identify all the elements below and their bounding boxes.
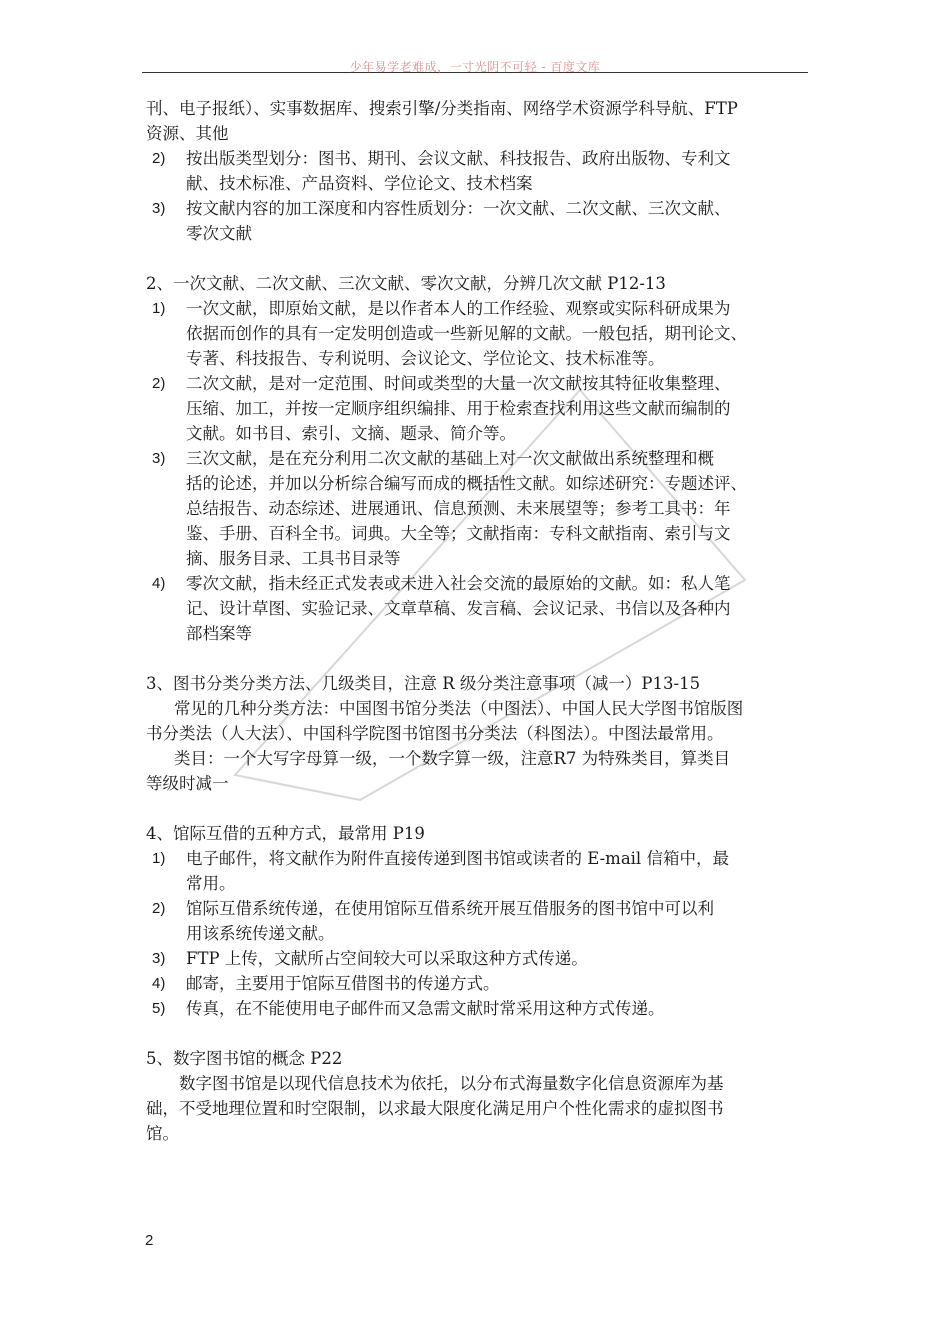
list-line: 二次文献，是对一定范围、时间或类型的大量一次文献按其特征收集整理、 — [186, 374, 731, 393]
intro-line: 刊、电子报纸）、实事数据库、搜索引擎/分类指南、网络学术资源学科导航、FTP — [146, 99, 738, 118]
list-item — [146, 846, 820, 896]
list-line: 专著、科技报告、专利说明、会议论文、学位论文、技术标准等。 — [186, 349, 665, 368]
section-4-list — [146, 846, 820, 1021]
section-3-title: 3、图书分类分类方法、几级类目，注意 R 级分类注意事项（减一）P13-15 — [146, 674, 701, 693]
section-5-paragraph — [146, 1071, 820, 1146]
list-item — [146, 196, 820, 246]
paragraph-line: 常见的几种分类方法：中国图书馆分类法（中图法）、中国人民大学图书馆版图 — [174, 699, 744, 718]
list-number: 5) — [152, 1000, 166, 1017]
list-line: 零次文献 — [186, 224, 252, 243]
section-2-list — [146, 296, 820, 646]
list-number: 3) — [152, 450, 166, 467]
list-line: 零次文献，指未经正式发表或未进入社会交流的最原始的文献。如：私人笔 — [186, 574, 731, 593]
list-number: 4) — [152, 975, 166, 992]
section-5-title: 5、数字图书馆的概念 P22 — [146, 1049, 343, 1068]
paragraph-line: 础，不受地理位置和时空限制，以求最大限度化满足用户个性化需求的虚拟图书 — [146, 1099, 724, 1118]
list-item — [146, 896, 820, 946]
list-item — [146, 946, 820, 971]
list-number: 4) — [152, 575, 166, 592]
list-line: 文献。如书目、索引、文摘、题录、简介等。 — [186, 424, 516, 443]
list-line: 总结报告、动态综述、进展通讯、信息预测、未来展望等；参考工具书：年 — [186, 499, 731, 518]
page-number: 2 — [145, 1232, 154, 1249]
header-slogan: 少年易学老难成，一寸光阴不可轻 - 百度文库 — [349, 60, 601, 74]
paragraph-line: 类目：一个大写字母算一级，一个数字算一级，注意R7 为特殊类目，算类目 — [174, 749, 731, 768]
list-line: 压缩、加工，并按一定顺序组织编排、用于检索查找利用这些文献而编制的 — [186, 399, 731, 418]
list-number: 3) — [152, 950, 166, 967]
list-item — [146, 971, 820, 996]
list-line: 按出版类型划分：图书、期刊、会议文献、科技报告、政府出版物、专利文 — [186, 149, 731, 168]
section-3-paragraph — [146, 746, 820, 796]
list-line: FTP 上传，文献所占空间较大可以采取这种方式传递。 — [186, 949, 588, 968]
list-line: 部档案等 — [186, 624, 252, 643]
list-line: 电子邮件，将文献作为附件直接传递到图书馆或读者的 E-mail 信箱中，最 — [186, 849, 729, 868]
list-line: 传真，在不能使用电子邮件而又急需文献时常采用这种方式传递。 — [186, 999, 665, 1018]
list-number: 3) — [152, 200, 166, 217]
list-line: 献、技术标准、产品资料、学位论文、技术档案 — [186, 174, 533, 193]
list-line: 一次文献，即原始文献，是以作者本人的工作经验、观察或实际科研成果为 — [186, 299, 731, 318]
section-3-paragraph — [146, 696, 820, 746]
page-header — [142, 56, 808, 73]
list-item — [146, 571, 820, 646]
list-item — [146, 146, 820, 196]
paragraph-line: 等级时减一 — [146, 774, 229, 793]
list-number: 2) — [152, 375, 166, 392]
list-line: 按文献内容的加工深度和内容性质划分：一次文献、二次文献、三次文献、 — [186, 199, 731, 218]
paragraph-line: 书分类法（人大法）、中国科学院图书馆图书分类法（科图法）。中图法最常用。 — [146, 724, 724, 743]
paragraph-line: 数字图书馆是以现代信息技术为依托，以分布式海量数字化信息资源库为基 — [179, 1074, 724, 1093]
list-line: 记、设计草图、实验记录、文章草稿、发言稿、会议记录、书信以及各种内 — [186, 599, 731, 618]
list-line: 用该系统传递文献。 — [186, 924, 335, 943]
list-line: 括的论述，并加以分析综合编写而成的概括性文献。如综述研究：专题述评、 — [186, 474, 747, 493]
list-line: 常用。 — [186, 874, 236, 893]
section-4-title: 4、馆际互借的五种方式，最常用 P19 — [146, 824, 425, 843]
list-item — [146, 996, 820, 1021]
list-line: 邮寄，主要用于馆际互借图书的传递方式。 — [186, 974, 500, 993]
document-body — [146, 96, 820, 1146]
intro-paragraph — [146, 96, 820, 146]
list-line: 馆际互借系统传递，在使用馆际互借系统开展互借服务的图书馆中可以利 — [186, 899, 714, 918]
list-number: 2) — [152, 150, 166, 167]
paragraph-line: 馆。 — [146, 1124, 179, 1143]
list-line: 摘、服务目录、工具书目录等 — [186, 549, 401, 568]
list-line: 依据而创作的具有一定发明创造或一些新见解的文献。一般包括，期刊论文、 — [186, 324, 747, 343]
list-item — [146, 446, 820, 571]
section-2-title: 2、一次文献、二次文献、三次文献、零次文献，分辨几次文献 P12-13 — [146, 274, 666, 293]
list-line: 鉴、手册、百科全书。词典。大全等；文献指南：专科文献指南、索引与文 — [186, 524, 731, 543]
list-number: 2) — [152, 900, 166, 917]
list-line: 三次文献，是在充分利用二次文献的基础上对一次文献做出系统整理和概 — [186, 449, 714, 468]
intro-line: 资源、其他 — [146, 124, 229, 143]
list-number: 1) — [152, 850, 166, 867]
list-item — [146, 371, 820, 446]
list-number: 1) — [152, 300, 166, 317]
list-item — [146, 296, 820, 371]
intro-list — [146, 146, 820, 246]
